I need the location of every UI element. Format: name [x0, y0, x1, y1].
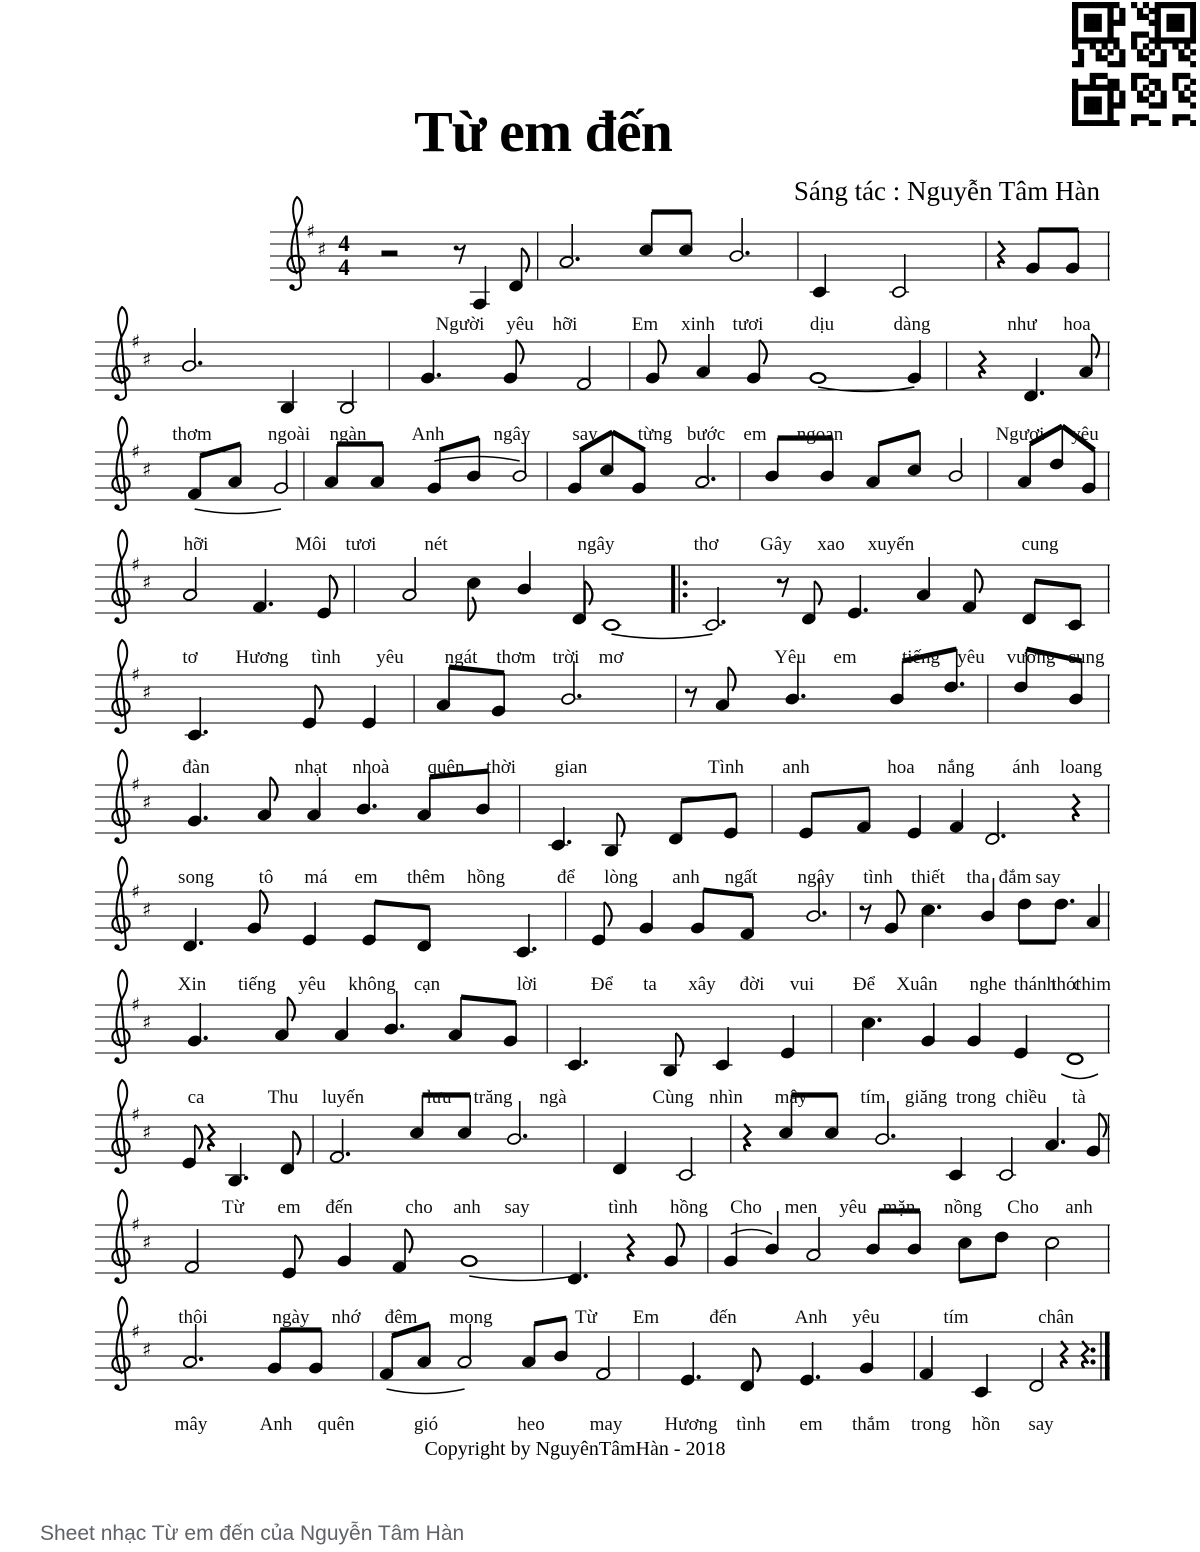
sharp-icon: ♯ [131, 441, 141, 463]
treble-clef-icon [112, 1080, 129, 1173]
lyric-word: lưu [426, 1087, 452, 1108]
lyric-word: Cùng [652, 1087, 694, 1108]
lyric-word: yêu [1071, 424, 1099, 445]
lyric-word: gian [554, 757, 588, 778]
lyric-word: yêu [506, 314, 534, 335]
whole-note [811, 373, 826, 383]
lyric-word: yêu [298, 974, 326, 995]
lyric-word: tình [863, 867, 893, 888]
lyric-word: yêu [852, 1307, 880, 1328]
sharp-icon: ♯ [317, 239, 327, 261]
lyric-word: thiết [911, 867, 945, 888]
time-signature: 4 [338, 255, 350, 280]
lyric-word: mặn [882, 1197, 916, 1218]
sharp-icon: ♯ [131, 994, 141, 1016]
lyric-word: hỡi [552, 314, 578, 335]
sharp-icon: ♯ [306, 221, 316, 243]
lyric-word: yêu [957, 647, 985, 668]
lyric-word: nắng [937, 757, 975, 778]
lyric-word: nét [424, 534, 448, 555]
lyric-word: thơm [172, 424, 212, 445]
lyric-word: mây [174, 1414, 208, 1435]
eighth-flag [330, 575, 337, 599]
sharp-icon: ♯ [142, 1232, 152, 1254]
lyric-word: trời [552, 647, 580, 668]
lyric-word: xây [688, 974, 716, 995]
treble-clef-icon [112, 1297, 129, 1390]
copyright-line: Copyright by NguyênTâmHàn - 2018 [424, 1438, 726, 1460]
lyric-word: loang [1059, 757, 1103, 778]
lyric-word: Em [631, 314, 659, 335]
eighth-flag [658, 340, 665, 364]
beam [534, 1318, 566, 1324]
lyric-word: tươi [345, 534, 377, 555]
treble-clef-icon [112, 857, 129, 950]
tie-slur [469, 1276, 575, 1281]
lyric-word: đời [739, 974, 765, 995]
sharp-icon: ♯ [142, 682, 152, 704]
lyric-word: thánh [1013, 974, 1057, 995]
lyric-word: từng [637, 424, 673, 445]
lyric-word: mây [774, 1087, 808, 1108]
lyric-word: Cho [730, 1197, 762, 1218]
lyric-word: hoa [887, 757, 915, 778]
quarter-rest [628, 1234, 634, 1261]
lyric-word: thôi [178, 1307, 208, 1328]
whole-note [462, 1256, 477, 1266]
half-rest [381, 251, 397, 257]
lyric-word: để [557, 867, 575, 888]
sharp-icon: ♯ [142, 792, 152, 814]
lyric-word: gió [413, 1414, 439, 1435]
lyric-word: thêm [407, 867, 445, 888]
eighth-flag [604, 902, 611, 926]
final-repeat-barline [1105, 1332, 1110, 1380]
treble-clef-icon [112, 640, 129, 733]
lyric-word: hồng [670, 1197, 708, 1218]
treble-clef-icon [112, 1190, 129, 1283]
tie-slur [387, 1389, 465, 1394]
lyric-word: nhoà [352, 757, 390, 778]
lyric-word: anh [672, 867, 700, 888]
lyric-word: Thu [267, 1087, 299, 1108]
lyric-word: mơ [598, 647, 624, 668]
lyric-word: ngà [539, 1087, 567, 1108]
eighth-flag [315, 685, 322, 709]
lyric-word: trăng [473, 1087, 513, 1108]
lyric-word: nghe [969, 974, 1007, 995]
lyric-word: em [743, 424, 767, 445]
beam [1035, 581, 1081, 587]
treble-clef-icon [112, 750, 129, 843]
eighth-flag [677, 1223, 684, 1247]
lyric-word: tình [311, 647, 341, 668]
lyric-word: em [833, 647, 857, 668]
lyric-word: say [1035, 867, 1061, 888]
eighth-flag [897, 890, 904, 914]
eighth-flag [295, 1235, 302, 1259]
eighth-flag [516, 340, 523, 364]
repeat-start-barline [671, 565, 675, 613]
lyric-word: cạn [413, 974, 441, 995]
lyric-word: tím [943, 1307, 969, 1328]
sharp-icon: ♯ [131, 1214, 141, 1236]
lyric-word: ngàn [329, 424, 367, 445]
composer-credit: Sáng tác : Nguyễn Tâm Hàn [793, 176, 1100, 206]
lyric-word: anh [1065, 1197, 1093, 1218]
lyric-word: Từ [575, 1307, 597, 1328]
lyric-word: say [504, 1197, 530, 1218]
eighth-flag [195, 1125, 202, 1149]
lyric-word: say [572, 424, 598, 445]
lyric-word: ngát [444, 647, 478, 668]
lyric-word: trong [955, 1087, 997, 1108]
lyric-word: quên [427, 757, 465, 778]
sharp-icon: ♯ [142, 572, 152, 594]
lyric-word: yêu [839, 1197, 867, 1218]
treble-clef-icon [112, 970, 129, 1063]
lyric-word: luyến [321, 1087, 365, 1108]
lyric-word: ngất [724, 867, 758, 888]
lyric-word: em [354, 867, 378, 888]
eighth-flag [1099, 1113, 1106, 1137]
lyric-word: đàn [182, 757, 210, 778]
lyric-word: ta [643, 974, 657, 995]
lyric-word: má [304, 867, 328, 888]
beam [461, 997, 516, 1003]
quarter-rest [744, 1124, 750, 1151]
lyric-word: Để [590, 974, 614, 995]
lyric-word: Xuân [896, 974, 938, 995]
treble-clef-icon [287, 197, 304, 290]
lyric-word: ngây [493, 424, 531, 445]
sharp-icon: ♯ [131, 331, 141, 353]
lyric-word: đêm [384, 1307, 418, 1328]
lyric-word: hỡi [183, 534, 209, 555]
lyric-word: mong [449, 1307, 493, 1328]
lyric-word: ngoài [267, 424, 311, 445]
whole-note [1068, 1054, 1083, 1064]
lyric-word: tà [1072, 1087, 1086, 1108]
lyric-word: ngây [797, 867, 835, 888]
treble-clef-icon [112, 307, 129, 400]
beam [681, 795, 736, 801]
lyric-word: dịu [809, 314, 835, 335]
qr-code [1072, 2, 1196, 126]
lyric-word: chim [1073, 974, 1111, 995]
lyric-word: Anh [411, 424, 445, 445]
beam [703, 890, 753, 896]
lyric-word: hoa [1063, 314, 1091, 335]
lyric-word: ngây [577, 534, 615, 555]
lyric-word: lòng [604, 867, 638, 888]
sharp-icon: ♯ [142, 349, 152, 371]
lyric-word: cung [1021, 534, 1059, 555]
quarter-rest [208, 1124, 214, 1151]
lyric-word: nhớ [331, 1307, 361, 1328]
lyric-word: vương [1006, 647, 1056, 668]
sharp-icon: ♯ [142, 459, 152, 481]
lyric-word: thơm [496, 647, 536, 668]
lyric-word: thơ [693, 534, 719, 555]
beam [440, 438, 479, 450]
lyric-word: đến [709, 1307, 737, 1328]
sharp-icon: ♯ [131, 1321, 141, 1343]
beam [959, 1275, 996, 1281]
beam [879, 432, 920, 444]
sharp-icon: ♯ [131, 664, 141, 686]
lyric-word: Người [435, 314, 485, 335]
lyric-word: không [348, 974, 396, 995]
sharp-icon: ♯ [131, 881, 141, 903]
lyric-word: đắm [998, 867, 1032, 888]
quarter-rest [979, 351, 985, 378]
sharp-icon: ♯ [131, 774, 141, 796]
quarter-rest [1082, 1341, 1088, 1368]
lyric-word: anh [453, 1197, 481, 1218]
eighth-flag [260, 890, 267, 914]
lyric-word: Hương [664, 1414, 718, 1435]
lyric-word: Em [632, 1307, 660, 1328]
lyric-word: cho [405, 1197, 433, 1218]
tie-slur [818, 387, 914, 392]
lyric-word: bước [686, 424, 726, 445]
sharp-icon: ♯ [142, 1122, 152, 1144]
lyric-word: tiếng [238, 974, 276, 995]
lyric-word: em [277, 1197, 301, 1218]
lyric-word: Yêu [774, 647, 806, 668]
lyric-word: tiếng [902, 647, 940, 668]
lyric-word: Anh [259, 1414, 293, 1435]
sharp-icon: ♯ [131, 1104, 141, 1126]
lyric-word: tình [608, 1197, 638, 1218]
lyric-word: đến [325, 1197, 353, 1218]
lyric-word: tươi [732, 314, 764, 335]
lyric-word: quên [317, 1414, 355, 1435]
lyric-word: nhạt [294, 757, 328, 778]
lyric-word: ca [187, 1087, 205, 1108]
quarter-rest [1061, 1341, 1067, 1368]
lyric-word: nồng [944, 1197, 982, 1218]
lyric-word: ánh [1012, 757, 1040, 778]
lyric-word: may [589, 1414, 623, 1435]
lyric-word: ngày [272, 1307, 310, 1328]
lyric-word: em [799, 1414, 823, 1435]
lyric-word: xao [817, 534, 845, 555]
lyric-word: say [1028, 1414, 1054, 1435]
lyric-word: Môi [295, 534, 327, 555]
lyric-word: xinh [681, 314, 715, 335]
tie-slur [195, 509, 281, 514]
lyric-word: hồn [971, 1414, 1001, 1435]
lyric-word: thắm [852, 1414, 890, 1435]
lyric-word: dàng [893, 314, 931, 335]
lyric-word: Cho [1007, 1197, 1039, 1218]
lyric-word: ngoan [796, 424, 844, 445]
lyric-word: Hương [235, 647, 289, 668]
lyric-word: trong [910, 1414, 952, 1435]
tie-slur [434, 457, 519, 462]
beam [375, 902, 430, 908]
beam [812, 789, 870, 795]
lyric-word: Anh [794, 1307, 828, 1328]
sharp-icon: ♯ [142, 1339, 152, 1361]
lyric-word: Để [852, 974, 876, 995]
lyric-word: thời [485, 757, 517, 778]
page-footer-caption: Sheet nhạc Từ em đến của Nguyễn Tâm Hàn [40, 1522, 465, 1545]
treble-clef-icon [112, 417, 129, 510]
sharp-icon: ♯ [142, 899, 152, 921]
quarter-rest [1073, 794, 1079, 821]
lyric-word: tô [258, 867, 274, 888]
lyric-word: Tình [708, 757, 744, 778]
lyric-word: chân [1038, 1307, 1074, 1328]
quarter-rest [998, 241, 1004, 268]
lyric-word: như [1007, 314, 1037, 335]
treble-clef-icon [112, 530, 129, 623]
lyric-word: Ngươi [995, 424, 1045, 445]
lyric-word: Xin [177, 974, 207, 995]
lyric-word: chiều [1005, 1087, 1047, 1108]
eighth-flag [759, 340, 766, 364]
lyric-word: song [178, 867, 214, 888]
lyric-word: anh [782, 757, 810, 778]
lyric-word: yêu [376, 647, 404, 668]
lyric-word: hồng [467, 867, 505, 888]
lyric-word: tím [860, 1087, 886, 1108]
lyric-word: heo [517, 1414, 545, 1435]
lyric-word: Từ [222, 1197, 244, 1218]
lyric-word: tình [736, 1414, 766, 1435]
lyric-word: lời [516, 974, 538, 995]
sharp-icon: ♯ [131, 554, 141, 576]
lyric-word: tha [966, 867, 990, 888]
lyric-word: tơ [182, 647, 198, 668]
lyric-word: cung [1067, 647, 1105, 668]
lyric-word: xuyến [867, 534, 915, 555]
lyric-word: nhìn [709, 1087, 743, 1108]
song-title: Từ em đến [414, 99, 672, 164]
lyric-word: Gây [760, 534, 792, 555]
lyric-word: vui [789, 974, 815, 995]
sharp-icon: ♯ [142, 1012, 152, 1034]
lyric-word: men [784, 1197, 818, 1218]
lyric-word: thót [1051, 974, 1081, 995]
time-signature: 4 [338, 231, 350, 256]
lyric-word: giăng [904, 1087, 948, 1108]
